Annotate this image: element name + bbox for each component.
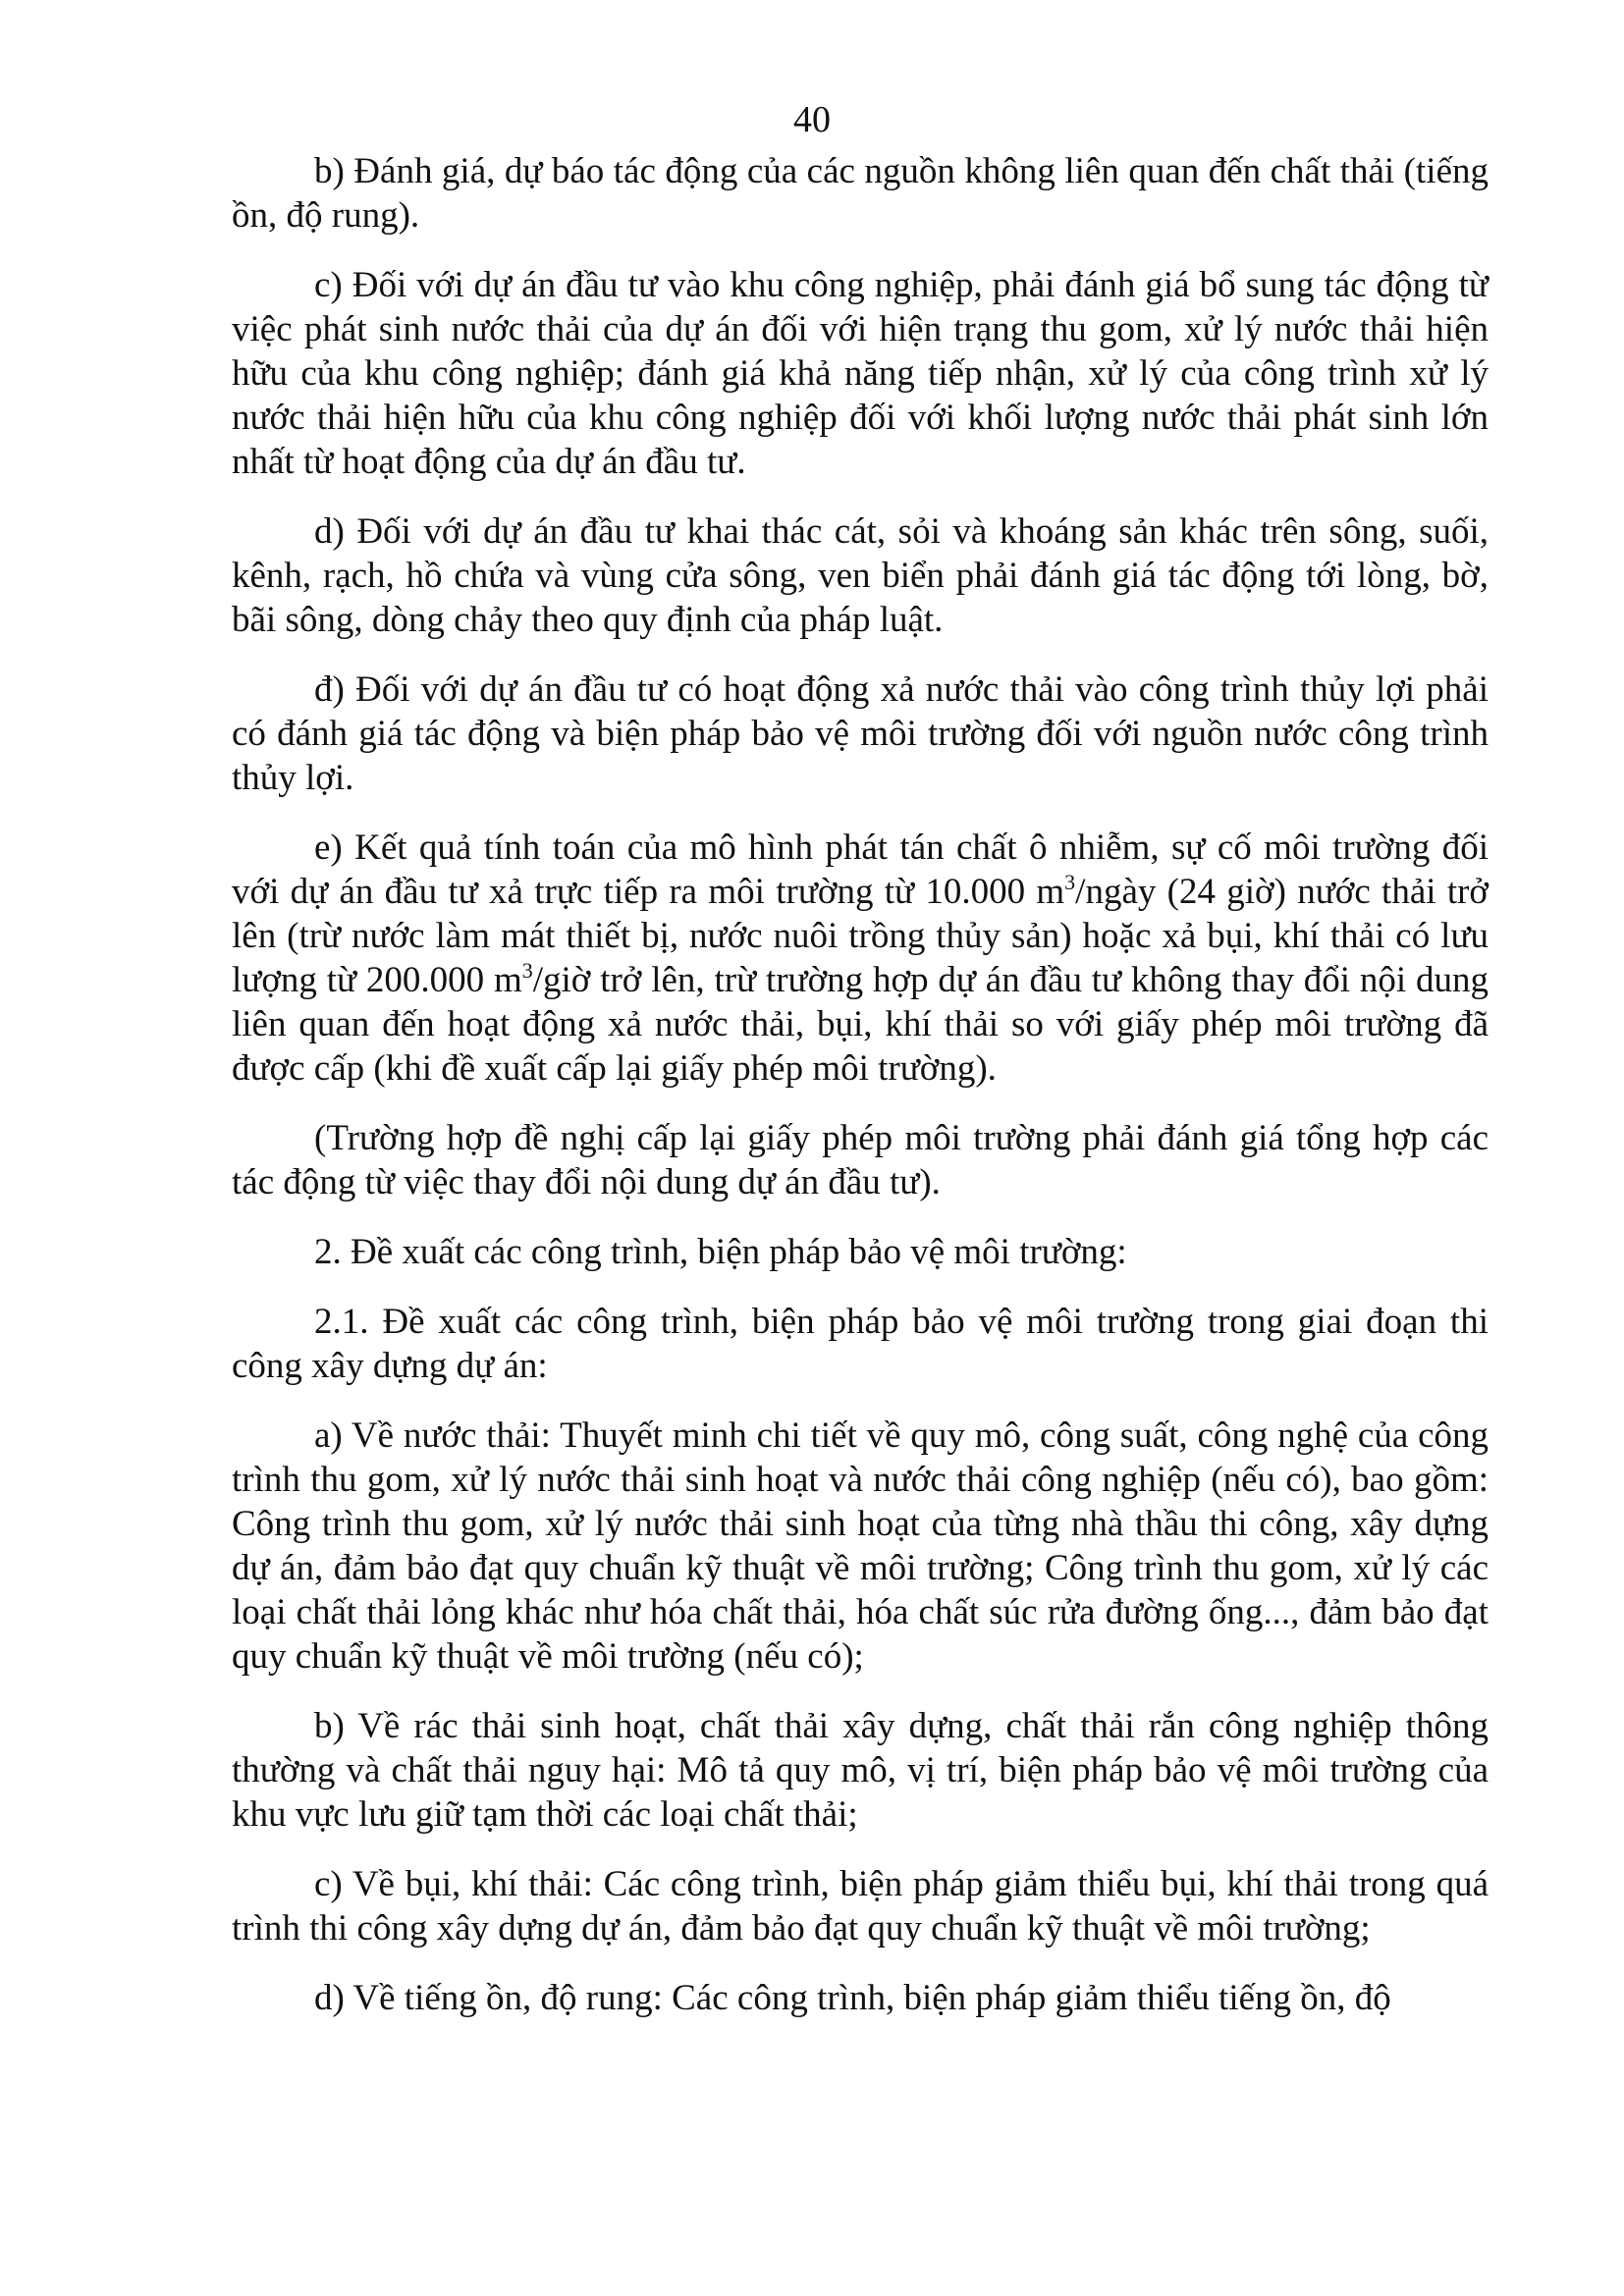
paragraph-d-noise-vibration-measures: d) Về tiếng ồn, độ rung: Các công trình, biện pháp giảm thiểu tiếng ồn, độ — [314, 1978, 1391, 2018]
paragraph-a-wastewater: a) Về nước thải: Thuyết minh chi tiết về quy mô, công suất, công nghệ của công trình thu gom, xử lý nước thải sinh hoạt và nước thải công nghiệp (nếu có), bao gồm: Công trình thu gom, xử lý nước thải sinh hoạt của từng nhà thầu thi công, xây dựng dự án, đảm bảo đạt quy chuẩn kỹ thuật về môi trường; Công trình thu gom, xử lý các loại chất thải lỏng khác như hóa chất thải, hóa chất súc rửa đường ống..., đảm bảo đạt quy chuẩn kỹ thuật về môi trường (nếu có); — [232, 1415, 1489, 1677]
paragraph-e-text-part-2: /ngày (24 giờ) nước thải trở lên (trừ nước làm mát thiết bị, nước nuôi trồng thủy sản) hoặc xả bụi, khí thải có lưu lượng từ 200.000 m — [232, 872, 1489, 1000]
heading-section-2: 2. Đề xuất các công trình, biện pháp bảo vệ môi trường: — [314, 1232, 1127, 1272]
superscript-cubic-1: 3 — [1064, 870, 1076, 894]
paragraph-e-text-part-3: /giờ trở lên, trừ trường hợp dự án đầu tư không thay đổi nội dung liên quan đến hoạt động xả nước thải, bụi, khí thải so với giấy phép môi trường đã được cấp (khi đề xuất cấp lại giấy phép môi trường). — [232, 960, 1489, 1089]
paragraph-b-solid-waste: b) Về rác thải sinh hoạt, chất thải xây dựng, chất thải rắn công nghiệp thông thường và chất thải nguy hại: Mô tả quy mô, vị trí, biện pháp bảo vệ môi trường của khu vực lưu giữ tạm thời các loại chất thải; — [232, 1706, 1489, 1835]
document-body — [232, 149, 1489, 2020]
paragraph-reissue-note: (Trường hợp đề nghị cấp lại giấy phép môi trường phải đánh giá tổng hợp các tác động từ việc thay đổi nội dung dự án đầu tư). — [232, 1118, 1489, 1202]
paragraph-b-noise-vibration: b) Đánh giá, dự báo tác động của các nguồn không liên quan đến chất thải (tiếng ồn, độ rung). — [232, 151, 1489, 236]
heading-section-2-1: 2.1. Đề xuất các công trình, biện pháp bảo vệ môi trường trong giai đoạn thi công xây dựng dự án: — [232, 1302, 1489, 1386]
page-number: 40 — [793, 99, 831, 140]
paragraph-c-dust-emissions: c) Về bụi, khí thải: Các công trình, biện pháp giảm thiểu bụi, khí thải trong quá trình thi công xây dựng dự án, đảm bảo đạt quy chuẩn kỹ thuật về môi trường; — [232, 1864, 1489, 1949]
paragraph-c-industrial-zone: c) Đối với dự án đầu tư vào khu công nghiệp, phải đánh giá bổ sung tác động từ việc phát sinh nước thải của dự án đối với hiện trạng thu gom, xử lý nước thải hiện hữu của khu công nghiệp; đánh giá khả năng tiếp nhận, xử lý của công trình xử lý nước thải hiện hữu của khu công nghiệp đối với khối lượng nước thải phát sinh lớn nhất từ hoạt động của dự án đầu tư. — [232, 265, 1489, 482]
paragraph-d-sand-gravel-mining: d) Đối với dự án đầu tư khai thác cát, sỏi và khoáng sản khác trên sông, suối, kênh, rạch, hồ chứa và vùng cửa sông, ven biển phải đánh giá tác động tới lòng, bờ, bãi sông, dòng chảy theo quy định của pháp luật. — [232, 511, 1489, 640]
paragraph-e-text-part-1: e) Kết quả tính toán của mô hình phát tán chất ô nhiễm, sự cố môi trường đối với dự án đầu tư xả trực tiếp ra môi trường từ 10.000 m — [232, 828, 1489, 912]
paragraph-e-dispersion-model — [232, 826, 1489, 1091]
paragraph-dd-irrigation-works: đ) Đối với dự án đầu tư có hoạt động xả nước thải vào công trình thủy lợi phải có đánh giá tác động và biện pháp bảo vệ môi trường đối với nguồn nước công trình thủy lợi. — [232, 669, 1489, 798]
superscript-cubic-2: 3 — [521, 958, 533, 983]
